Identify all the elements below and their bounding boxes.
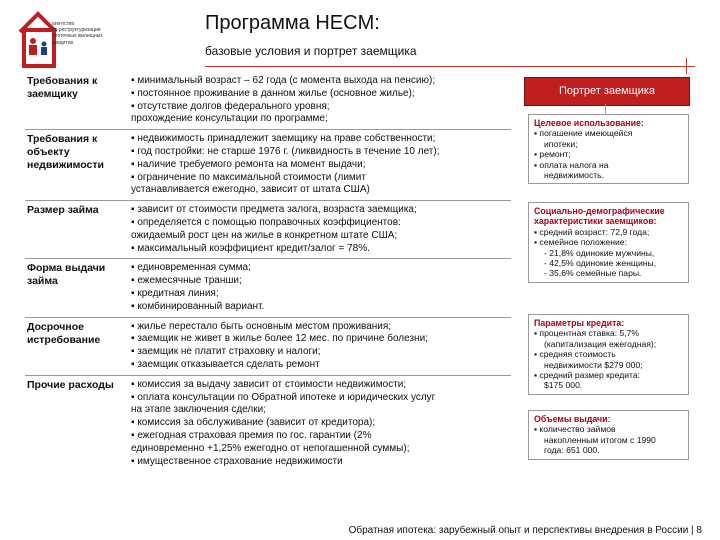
list-item: на этапе заключения сделки; — [131, 404, 266, 416]
table-row — [25, 376, 511, 472]
list-item: ожидаемый рост цен на жилье в конкретном штате США; — [131, 229, 398, 241]
list-item: ▪ недвижимость принадлежит заемщику на праве собственности; — [131, 133, 436, 145]
list-item: ▪ единовременная сумма; — [131, 262, 251, 274]
row-label: Прочие расходы — [27, 378, 114, 391]
list-item: единовременно +1,25% ежегодно от непогашенной суммы); — [131, 442, 410, 454]
list-item: ▪ комбинированный вариант. — [131, 300, 265, 312]
list-item: ▪ наличие требуемого ремонта на момент выдачи; — [131, 158, 366, 170]
issuance-volume-panel — [528, 410, 689, 460]
table-row — [25, 318, 511, 376]
logo-line: агентство — [52, 21, 75, 27]
list-item: ▪ максимальный коэффициент кредит/залог = 78%. — [131, 242, 370, 254]
list-item: ▪ ограничение по максимальной стоимости (лимит — [131, 171, 366, 183]
list-item: ▪ зависит от стоимости предмета залога, возраста заемщика; — [131, 204, 417, 216]
list-item: ▪ оплата консультации по Обратной ипотеке и юридических услуг — [131, 391, 436, 403]
panel-title: Целевое использование: — [534, 118, 644, 128]
list-item: прохождение консультации по программе; — [131, 113, 328, 125]
list-item: ▪ комиссия за обслуживание (зависит от кредитора); — [131, 417, 376, 429]
header-divider — [205, 66, 695, 67]
table-row — [25, 259, 511, 317]
page-title: Программа HECM: — [205, 12, 380, 34]
list-item: - 21,8% одинокие мужчины, — [544, 247, 655, 258]
list-item: ▪ постоянное проживание в данном жилье (основное жилье); — [131, 87, 415, 99]
row-label: Размер займа — [27, 204, 99, 217]
list-item: ▪ комиссия за выдачу зависит от стоимости недвижимости; — [131, 378, 407, 390]
requirements-table — [25, 72, 511, 471]
list-item: ▪ ежегодная страховая премия по гос. гарантии (2% — [131, 429, 372, 441]
list-item: ▪ средний возраст: 72,9 года; — [534, 226, 650, 237]
list-item: ▪ год постройки: не старше 1976 г. (ликвидность в течение 10 лет); — [131, 145, 440, 157]
list-item: ▪ оплата налога на — [534, 159, 609, 170]
table-row — [25, 72, 511, 130]
panel-list — [534, 227, 684, 279]
list-item: ипотеки; — [544, 138, 578, 149]
panel-list — [534, 424, 684, 455]
list-item: ▪ определяется с помощью поправочных коэффициентов: — [131, 216, 401, 228]
list-item: ▪ жилье перестало быть основным местом проживания; — [131, 320, 392, 332]
list-item: ▪ заемщик не платит страховку и налоги; — [131, 346, 321, 358]
list-item: ▪ средний размер кредита: — [534, 370, 641, 381]
row-label: Требования к объекту недвижимости — [27, 133, 104, 172]
purpose-panel — [528, 114, 689, 184]
logo-line: кредитов — [52, 39, 74, 46]
list-item: ▪ заемщик отказывается сделать ремонт — [131, 358, 320, 370]
list-item: ▪ отсутствие долгов федерального уровня; — [131, 100, 330, 112]
list-item: ▪ кредитная линия; — [131, 287, 219, 299]
panel-list — [534, 328, 684, 390]
list-item: ▪ заемщик не живет в жилье более 12 мес. по причине болезни; — [131, 333, 428, 345]
list-item: (капитализация ежегодная); — [544, 338, 657, 349]
logo-caption — [52, 21, 122, 46]
panel-title: Параметры кредита: — [534, 318, 625, 328]
panel-list — [534, 128, 684, 180]
list-item: ▪ погашение имеющейся — [534, 128, 633, 139]
list-item: ▪ минимальный возраст – 62 года (с момента выхода на пенсию); — [131, 75, 436, 86]
list-item: ▪ ежемесячные транши; — [131, 275, 242, 287]
panel-title: Объемы выдачи: — [534, 414, 611, 424]
list-item: ▪ количество займов — [534, 424, 616, 435]
page-subtitle: базовые условия и портрет заемщика — [205, 44, 417, 58]
list-item: накопленным итогом с 1990 — [544, 434, 656, 445]
list-item: ▪ семейное положение: — [534, 237, 627, 248]
table-row — [25, 201, 511, 259]
row-label: Требования к заемщику — [27, 75, 98, 100]
logo-line: по реструктуризации — [52, 27, 101, 34]
list-item: недвижимость. — [544, 170, 605, 181]
table-row — [25, 130, 511, 201]
list-item: - 35,6% семейные пары. — [544, 268, 642, 279]
demographics-panel — [528, 202, 689, 283]
row-label: Досрочное истребование — [27, 320, 101, 346]
page-footer: Обратная ипотека: зарубежный опыт и перспективы внедрения в России | 8 — [348, 525, 702, 536]
list-item: ▪ имущественное страхование недвижимости — [131, 455, 343, 467]
list-item: ▪ процентная ставка: 5,7% — [534, 328, 640, 339]
list-item: года: 651 000. — [544, 445, 600, 456]
list-item: устанавливается ежегодно, зависит от штата США) — [131, 184, 370, 196]
panel-title: Социально-демографические характеристики заемщиков: — [534, 206, 665, 227]
list-item: - 42,5% одинокие женщины, — [544, 258, 657, 269]
logo-line: ипотечных жилищных — [52, 33, 103, 40]
row-label: Форма выдачи займа — [27, 262, 106, 288]
list-item: недвижимости $279 000; — [544, 359, 643, 370]
list-item: ▪ средняя стоимость — [534, 349, 616, 360]
borrower-portrait-header: Портрет заемщика — [524, 77, 690, 106]
loan-parameters-panel — [528, 314, 689, 395]
list-item: $175 000. — [544, 380, 583, 391]
list-item: ▪ ремонт; — [534, 149, 571, 160]
header-divider-tick — [686, 58, 687, 74]
